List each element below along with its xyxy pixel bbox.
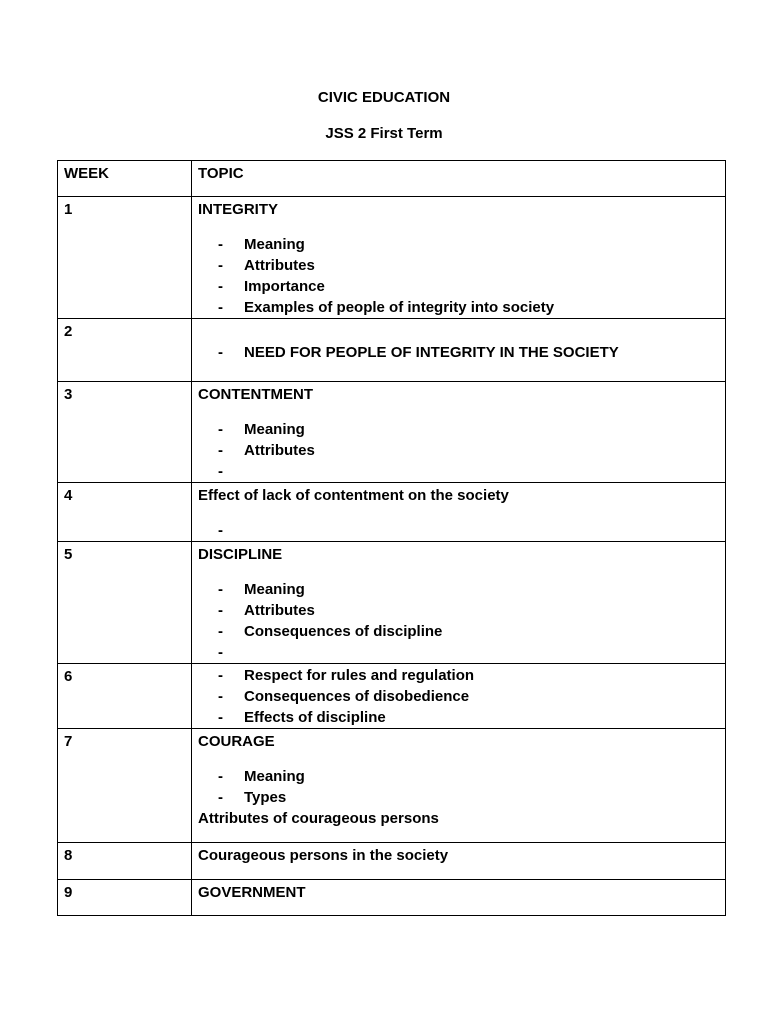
table-row	[58, 319, 726, 382]
topic-content	[192, 880, 725, 903]
week-cell	[58, 483, 192, 542]
subtopic-label: Attributes	[244, 602, 315, 619]
week-number: 8	[64, 847, 73, 864]
topic-content	[192, 382, 725, 482]
week-cell	[58, 664, 192, 729]
topic-cell	[192, 319, 726, 382]
topic-heading: DISCIPLINE	[198, 546, 283, 563]
dash-bullet-icon: -	[218, 602, 223, 619]
table-row	[58, 197, 726, 319]
week-number: 6	[64, 668, 73, 685]
topic-cell	[192, 664, 726, 729]
topic-content	[192, 729, 725, 829]
dash-bullet-icon: -	[218, 789, 223, 806]
subtopic-label: Meaning	[244, 768, 305, 785]
dash-bullet-icon: -	[218, 463, 223, 480]
subtopic-label: Meaning	[244, 581, 305, 598]
week-cell	[58, 319, 192, 382]
dash-bullet-icon: -	[218, 768, 223, 785]
dash-bullet-icon: -	[218, 522, 223, 539]
list-item	[218, 276, 719, 297]
topic-note: Attributes of courageous persons	[198, 810, 439, 827]
list-item	[218, 297, 719, 318]
list-item	[218, 255, 719, 276]
dash-bullet-icon: -	[218, 236, 223, 253]
topic-header-label: TOPIC	[198, 165, 244, 182]
subtopic-list	[198, 234, 719, 318]
list-item	[218, 766, 719, 787]
dash-bullet-icon: -	[218, 623, 223, 640]
subtopic-list	[198, 520, 719, 541]
table-row	[58, 843, 726, 880]
week-number: 2	[64, 323, 73, 340]
list-item	[218, 440, 719, 461]
subtopic-list	[198, 766, 719, 808]
dash-bullet-icon: -	[218, 257, 223, 274]
subtopic-label: Effects of discipline	[244, 709, 386, 726]
week-cell	[58, 542, 192, 664]
list-item	[218, 419, 719, 440]
table-row	[58, 382, 726, 483]
week-cell	[58, 880, 192, 916]
week-number: 9	[64, 884, 73, 901]
subtopic-label: Meaning	[244, 421, 305, 438]
dash-bullet-icon: -	[218, 667, 223, 684]
list-item	[218, 665, 719, 686]
topic-cell	[192, 382, 726, 483]
list-item	[218, 642, 719, 663]
dash-bullet-icon: -	[218, 688, 223, 705]
topic-cell	[192, 197, 726, 319]
subtopic-label: NEED FOR PEOPLE OF INTEGRITY IN THE SOCIETY	[244, 344, 619, 361]
week-number: 1	[64, 201, 73, 218]
dash-bullet-icon: -	[218, 278, 223, 295]
subtopic-label: Types	[244, 789, 287, 806]
topic-heading: Effect of lack of contentment on the society	[198, 487, 509, 504]
table-row	[58, 542, 726, 664]
topic-cell	[192, 880, 726, 916]
week-header-label: WEEK	[64, 165, 109, 182]
subtopic-list	[198, 579, 719, 663]
dash-bullet-icon: -	[218, 344, 223, 361]
list-item	[218, 787, 719, 808]
week-cell	[58, 382, 192, 483]
subtopic-list	[198, 665, 719, 728]
dash-bullet-icon: -	[218, 644, 223, 661]
dash-bullet-icon: -	[218, 421, 223, 438]
topic-heading: INTEGRITY	[198, 201, 279, 218]
topic-cell	[192, 483, 726, 542]
topic-heading: Courageous persons in the society	[198, 847, 449, 864]
week-number: 7	[64, 733, 73, 750]
topic-content	[192, 319, 725, 363]
list-item	[218, 600, 719, 621]
week-cell	[58, 729, 192, 843]
week-column-header	[58, 161, 192, 197]
list-item	[218, 579, 719, 600]
syllabus-table-body	[58, 161, 726, 916]
table-row	[58, 483, 726, 542]
subtopic-label: Consequences of discipline	[244, 623, 443, 640]
week-number: 5	[64, 546, 73, 563]
topic-cell	[192, 843, 726, 880]
subtopic-label: Consequences of disobedience	[244, 688, 470, 705]
list-item	[218, 686, 719, 707]
topic-content	[192, 843, 725, 866]
dash-bullet-icon: -	[218, 299, 223, 316]
subtopic-label: Attributes	[244, 442, 315, 459]
list-item	[218, 707, 719, 728]
topic-cell	[192, 729, 726, 843]
syllabus-table	[57, 160, 726, 916]
topic-content	[192, 483, 725, 541]
list-item	[218, 234, 719, 255]
dash-bullet-icon: -	[218, 581, 223, 598]
topic-content	[192, 542, 725, 663]
topic-cell	[192, 542, 726, 664]
list-item	[218, 520, 719, 541]
topic-heading: GOVERNMENT	[198, 884, 306, 901]
list-item	[218, 342, 719, 363]
list-item	[218, 461, 719, 482]
topic-heading: CONTENTMENT	[198, 386, 313, 403]
week-cell	[58, 843, 192, 880]
table-row	[58, 729, 726, 843]
topic-content	[192, 197, 725, 318]
subtopic-label: Examples of people of integrity into society	[244, 299, 555, 316]
week-cell	[58, 197, 192, 319]
subtopic-list	[198, 419, 719, 482]
topic-heading: COURAGE	[198, 733, 275, 750]
dash-bullet-icon: -	[218, 442, 223, 459]
document-title: CIVIC EDUCATION	[317, 89, 451, 106]
table-row	[58, 664, 726, 729]
table-row	[58, 880, 726, 916]
topic-column-header	[192, 161, 726, 197]
table-header-row	[58, 161, 726, 197]
week-number: 4	[64, 487, 73, 504]
subtopic-label: Respect for rules and regulation	[244, 667, 475, 684]
list-item	[218, 621, 719, 642]
week-number: 3	[64, 386, 73, 403]
topic-content	[192, 664, 725, 728]
subtopic-list	[198, 342, 719, 363]
subtopic-label: Meaning	[244, 236, 305, 253]
subtopic-label: Attributes	[244, 257, 315, 274]
document-subtitle: JSS 2 First Term	[325, 125, 443, 142]
dash-bullet-icon: -	[218, 709, 223, 726]
subtopic-label: Importance	[244, 278, 325, 295]
